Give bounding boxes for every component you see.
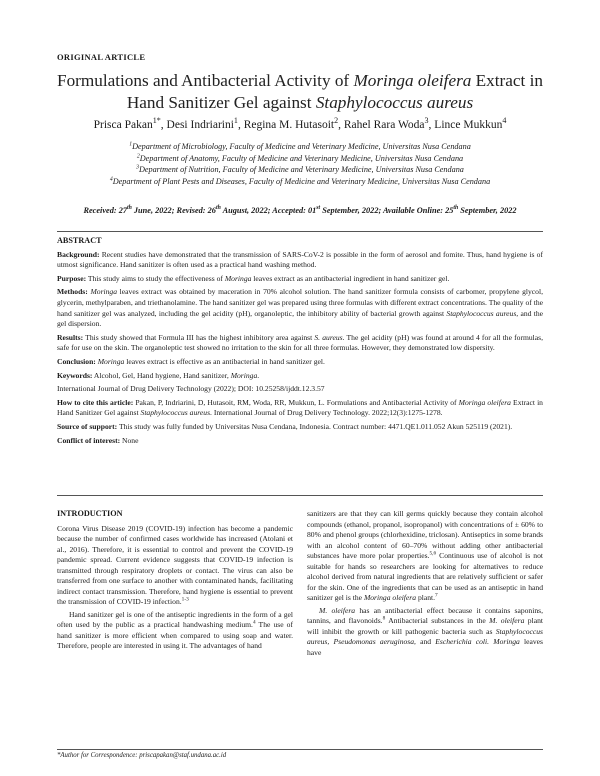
right-column	[307, 509, 543, 658]
author-sup: 4	[502, 116, 507, 126]
affiliation-list	[40, 141, 560, 187]
author-name: Lince Mukkun	[434, 119, 503, 131]
right-p2-text-1: has an antibacterial effect because it contains saponins, tannins, and flavonoids.	[307, 605, 543, 625]
accepted-day: 01	[308, 206, 317, 215]
keywords-end: .	[257, 370, 260, 380]
affiliation-text: Department of Anatomy, Faculty of Medicine and Veterinary Medicine, Universitas Nusa Cendana	[139, 153, 464, 163]
conflict-label: Conflict of interest:	[57, 435, 121, 445]
methods-italic-species: Staphylococcus aureus	[446, 308, 517, 318]
methods-label: Methods:	[57, 287, 88, 297]
right-p1-text: sanitizers are that they can kill germs quickly because they contain alcohol compounds (ethanol, propanol, isopropanol) with concentrations of ± 60% to 80% and phenol groups (chlorhexidine, triclosan). Antiseptics in some brands with an alcohol content of 60–70% without adding other antibacterial substances have more polar properties.	[307, 509, 543, 560]
methods-italic: Moringa	[87, 287, 118, 297]
abstract-results	[57, 333, 543, 354]
right-paragraph-2	[307, 606, 543, 659]
author-sup: 2	[334, 116, 339, 126]
online-day: 25	[445, 206, 454, 215]
right-p2-italic-3: Staphylococcus aureus, Pseudomonas aeruginosa,	[307, 626, 543, 646]
background-label: Background:	[57, 249, 100, 259]
author-name: Regina M. Hutasoit	[243, 119, 335, 131]
right-p2-italic-4: Escherichia coli. Moringa	[435, 637, 520, 646]
intro-p2-text-end: The use of hand sanitizer is more efficient when compared to using soap and water. Therefore, people are interested in using it. The advantages of hand	[57, 620, 293, 650]
cite-text-mid: Extract in Hand Sanitizer Gel against	[57, 397, 543, 418]
abstract-box	[57, 236, 543, 449]
support-text: This study was fully funded by Universitas Nusa Cendana, Indonesia. Contract number: 4471.QE1.011.052 Akun 525119 (2021).	[117, 421, 513, 431]
affiliation-item	[40, 153, 560, 165]
results-label: Results:	[57, 332, 84, 342]
online-sup: th	[453, 205, 459, 212]
right-p2-text-2: Antibacterial substances in the	[385, 616, 490, 625]
right-p1-end-sup: 7	[435, 592, 438, 599]
cite-italic: Moringa oleifera	[458, 397, 511, 407]
keywords-text: Alcohol, Gel, Hand hygiene, Hand sanitizer,	[92, 370, 231, 380]
publication-dates	[40, 206, 560, 215]
conclusion-italic: Moringa	[95, 356, 125, 366]
cite-text: Pakan, P, Indriarini, D, Hutasoit, RM, Woda, RR, Mukkun, L. Formulations and Antibacterial Activity of	[133, 397, 459, 407]
accepted-sup: st	[316, 205, 321, 212]
revised-sup: th	[215, 205, 221, 212]
title-line2-text: Hand Sanitizer Gel against	[126, 93, 316, 112]
purpose-label: Purpose:	[57, 273, 87, 283]
methods-text: leaves extract was obtained by maceration in 70% alcohol solution. The hand sanitizer formula consists of carbomer, propylene glycol, glycerin, methylparaben, and triethanolamine. The hand sanitizer gel was prepared using three formulas with different extract concentrations. The quality of the hand sanitizer gel was analyzed, including the gel acidity (pH), organoleptic, the inhibitory ability of bacterial growth against	[57, 287, 543, 318]
article-title	[40, 70, 560, 114]
conclusion-text: leaves extract is effective as an antibacterial in hand sanitizer gel.	[124, 356, 325, 366]
abstract-purpose	[57, 274, 543, 285]
abstract-top-rule	[57, 231, 543, 232]
purpose-text-end: leaves extract as an antibacterial ingredient in hand sanitizer gel.	[251, 273, 450, 283]
source-of-support	[57, 422, 543, 433]
received-sup: th	[126, 205, 132, 212]
intro-p2-text: Hand sanitizer gel is one of the antiseptic ingredients in the form of a gel often used by the public as a practical handwashing medium.	[57, 609, 293, 629]
author-sup: 1	[233, 116, 238, 126]
affiliation-text: Department of Plant Pests and Diseases, Faculty of Medicine and Veterinary Medicine, Universitas Nusa Cendana	[112, 176, 491, 186]
conflict-text: None	[120, 435, 139, 445]
revised-day: 26	[207, 206, 216, 215]
intro-p1-sup: 1-3	[181, 596, 189, 603]
right-p1-sup: 5,6	[429, 550, 437, 557]
affiliation-sup: 2	[136, 152, 140, 159]
affiliation-text: Department of Nutrition, Faculty of Medicine and Veterinary Medicine, Universitas Nusa Cendana	[138, 165, 464, 175]
right-paragraph-1	[307, 509, 543, 604]
results-text-end: . The gel acidity (pH) was found at around 4 for all the formulas, safe for use on the skin. The organoleptic test showed no irritation to the skin for all three formulas. However, they demonstrated low dispersity.	[57, 332, 544, 353]
title-line1-text: Formulations and Antibacterial Activity of	[57, 71, 354, 90]
right-p1-text-mid: Continuous use of alcohol is not suitable for hands so researchers are looking for alternatives to reduce alcohol derived from natural ingredients that are relatively sufficient or safer for the skin. One of the ingredients that can be used as an antiseptic in hand sanitizer gel is the	[307, 551, 544, 602]
intro-paragraph-2	[57, 610, 293, 652]
author-sup: 1*	[152, 116, 161, 126]
received-day: 27	[118, 206, 127, 215]
right-p2-sup: 8	[382, 615, 386, 622]
revised-label: Revised:	[176, 206, 208, 215]
keywords-italic: Moringa	[230, 370, 258, 380]
online-label: Available Online:	[383, 206, 446, 215]
introduction-heading: INTRODUCTION	[57, 509, 123, 518]
right-p2-text-3: plant will inhibit the growth or kill pathogenic bacteria such as	[307, 616, 543, 636]
purpose-text: This study aims to study the effectiveness of	[86, 273, 225, 283]
conflict-of-interest	[57, 436, 543, 447]
right-p2-italic-2: M. oleifera	[489, 616, 525, 625]
abstract-background	[57, 250, 543, 271]
right-p1-italic: Moringa oleifera	[363, 593, 417, 602]
keywords-label: Keywords:	[57, 370, 93, 380]
journal-doi: International Journal of Drug Delivery Technology (2022); DOI: 10.25258/ijddt.12.3.57	[57, 384, 325, 394]
author-list: Prisca Pakan$^{1*}$, Desi Indriarini$^1$, Regina M. Hutasoit$^2$, Rahel Rara Woda$^3$, Lince Mukkun$^4$	[93, 116, 507, 131]
footnote-rule	[57, 749, 543, 750]
received-rest: June, 2022;	[131, 206, 177, 215]
affiliation-sup: 1	[129, 141, 133, 148]
cite-label: How to cite this article:	[57, 397, 134, 407]
online-rest: September, 2022	[458, 206, 517, 215]
affiliation-item	[40, 176, 560, 188]
affiliation-text: Department of Microbiology, Faculty of Medicine and Veterinary Medicine, Universitas Nusa Cendana	[132, 142, 471, 151]
methods-text-end: , and the gel dispersion.	[57, 308, 543, 329]
received-label: Received:	[83, 206, 119, 215]
affiliation-sup: 3	[136, 164, 139, 171]
accepted-rest: September, 2022;	[320, 206, 384, 215]
abstract-heading: ABSTRACT	[57, 236, 102, 245]
support-label: Source of support:	[57, 421, 118, 431]
affiliation-sup: 4	[109, 176, 113, 183]
conclusion-label: Conclusion:	[57, 356, 96, 366]
affiliation-item	[40, 141, 560, 153]
accepted-label: Accepted:	[272, 206, 308, 215]
right-p2-text-end: leaves have	[307, 637, 543, 657]
author-sup: 3	[424, 116, 429, 126]
results-italic: S. aureus	[314, 332, 343, 342]
intro-p1-text: Corona Virus Disease 2019 (COVID-19) infection has become a pandemic because the number of confirmed cases worldwide has increased (Atolani et al., 2016). Therefore, it is essential to control and prevent the COVID-19 pandemic spread. Current evidence suggests that COVID-19 infection is transmitted through respiratory droplets or contact. The virus can also be transferred from one surface to another with contaminated hands, facilitating indirect contact transmission. Therefore, hand hygiene is essential to prevent the transmission of COVID-19 infection.	[57, 523, 293, 606]
cite-italic-species: Staphylococcus aureus	[140, 408, 211, 418]
author-name: Desi Indriarini	[166, 119, 234, 131]
affiliation-item	[40, 164, 560, 176]
abstract-conclusion	[57, 357, 543, 368]
abstract-methods	[57, 287, 543, 329]
abstract-bottom-rule	[57, 495, 543, 496]
title-line1-species: Moringa oleifera	[353, 71, 472, 90]
author-name: Rahel Rara Woda	[343, 119, 425, 131]
revised-rest: August, 2022;	[220, 206, 273, 215]
intro-p2-sup: 4	[252, 619, 256, 626]
left-column	[57, 509, 293, 652]
abstract-keywords	[57, 371, 543, 382]
background-text: Recent studies have demonstrated that the transmission of SARS-CoV-2 is possible in the form of aerosol and fomite. Thus, hand hygiene is of utmost significance. Hand sanitizer is often used as a practical hand washing method.	[57, 249, 543, 270]
author-name: Prisca Pakan	[93, 119, 153, 131]
how-to-cite	[57, 398, 543, 419]
right-p1-end: plant.	[416, 593, 436, 602]
article-type-label: ORIGINAL ARTICLE	[57, 52, 146, 62]
intro-paragraph-1	[57, 524, 293, 608]
right-p2-text-4: and	[415, 637, 436, 646]
title-line1-end: Extract in	[471, 71, 543, 90]
purpose-italic: Moringa	[224, 273, 252, 283]
results-text: This study showed that Formula III has the highest inhibitory area against	[83, 332, 315, 342]
right-p2-italic-1: M. oleifera	[319, 605, 356, 615]
cite-text-end: . International Journal of Drug Delivery Technology. 2022;12(3):1275-1278.	[210, 408, 443, 418]
correspondence-footnote: *Author for Correspondence: priscapakan@staf.undana.ac.id	[57, 752, 227, 759]
title-line2-species: Staphylococcus aureus	[315, 93, 474, 112]
